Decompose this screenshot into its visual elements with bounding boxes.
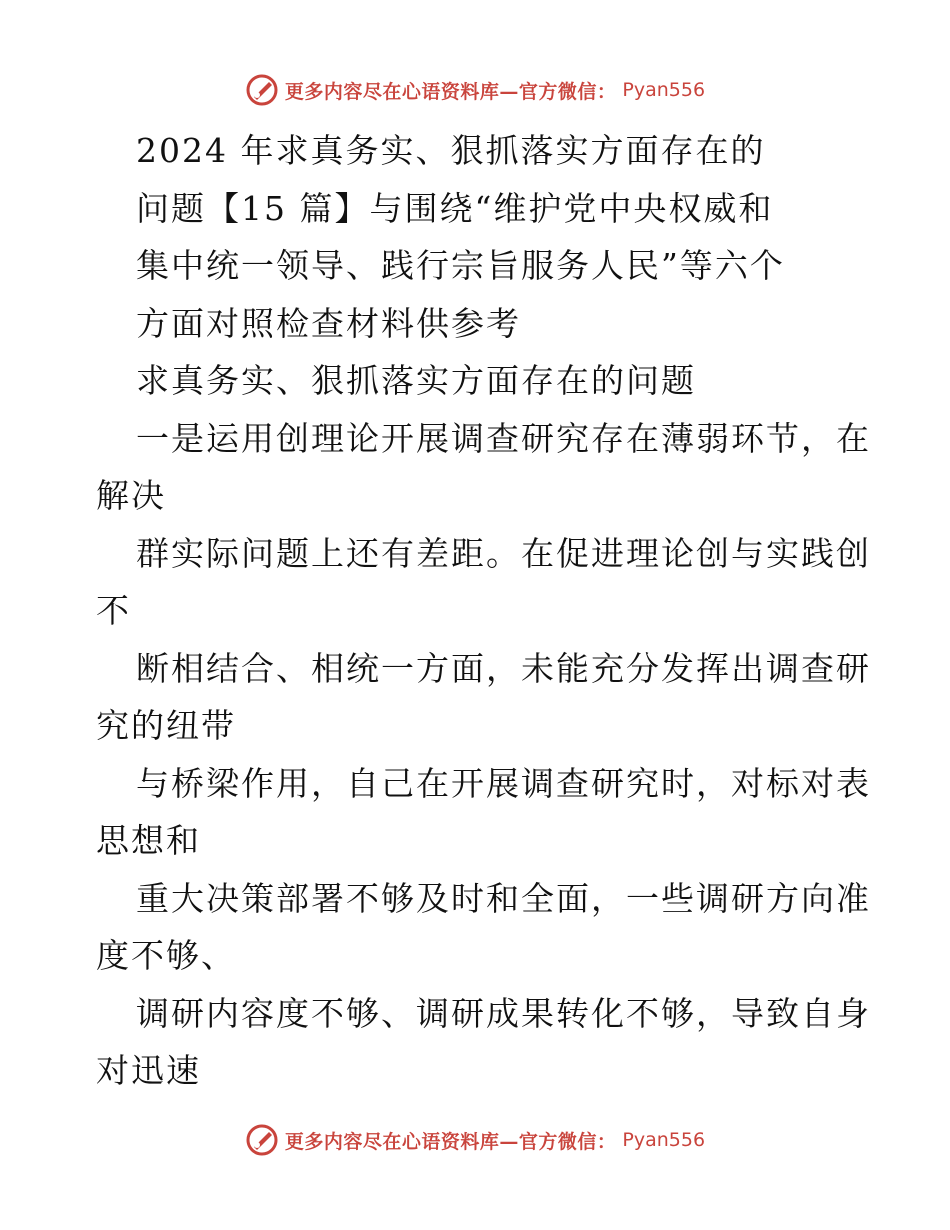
text-line: 不 bbox=[96, 591, 131, 630]
text-line: 断相结合、相统一方面，未能充分发挥出调查研 bbox=[136, 648, 871, 688]
text-line: 调研内容度不够、调研成果转化不够，导致自身 bbox=[136, 993, 871, 1033]
watermark-wechat-id: Pyan556 bbox=[622, 79, 706, 101]
header-watermark bbox=[0, 70, 950, 110]
text-line: 解决 bbox=[96, 476, 166, 515]
watermark-wechat-id: Pyan556 bbox=[622, 1129, 706, 1151]
text-line: 集中统一领导、践行宗旨服务人民”等六个 bbox=[136, 246, 785, 285]
footer-watermark bbox=[0, 1120, 950, 1160]
text-line: 问题【15 篇】与围绕“维护党中央权威和 bbox=[136, 188, 774, 228]
watermark-text: 更多内容尽在心语资料库—官方微信： bbox=[284, 1130, 617, 1153]
text-line: 一是运用创理论开展调查研究存在薄弱环节，在 bbox=[136, 418, 871, 458]
text-line: 对迅速 bbox=[96, 1051, 201, 1090]
document-body bbox=[96, 122, 871, 1100]
text-line: 求真务实、狠抓落实方面存在的问题 bbox=[136, 361, 696, 400]
logo-icon bbox=[245, 1123, 279, 1157]
text-line: 方面对照检查材料供参考 bbox=[136, 303, 521, 343]
text-line: 思想和 bbox=[96, 821, 201, 860]
text-line: 2024 年求真务实、狠抓落实方面存在的 bbox=[136, 131, 766, 170]
text-line: 重大决策部署不够及时和全面，一些调研方向准 bbox=[136, 878, 871, 918]
text-line: 度不够、 bbox=[96, 936, 236, 975]
text-line: 与桥梁作用，自己在开展调查研究时，对标对表 bbox=[136, 763, 871, 803]
watermark-text: 更多内容尽在心语资料库—官方微信： bbox=[284, 80, 617, 103]
text-line: 究的纽带 bbox=[96, 706, 236, 745]
text-line: 群实际问题上还有差距。在促进理论创与实践创 bbox=[136, 533, 871, 573]
logo-icon bbox=[245, 73, 279, 107]
